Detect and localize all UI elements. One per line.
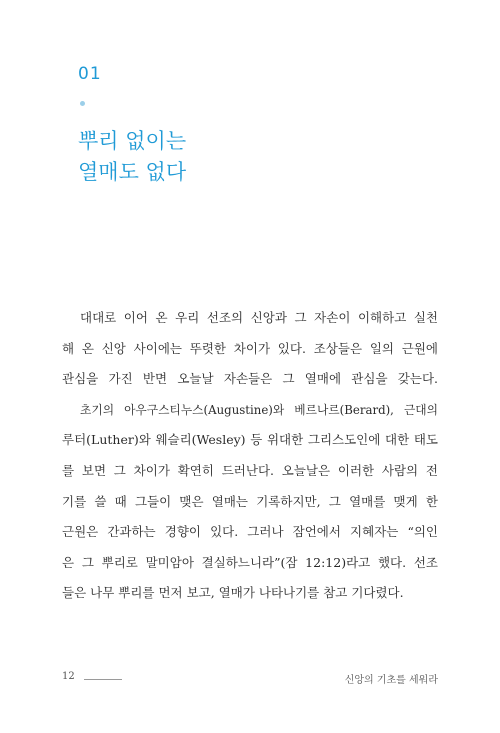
body-text: [62, 303, 438, 609]
page-number: 12: [62, 671, 75, 682]
text-line: 대대로 이어 온 우리 선조의 신앙과 그 자손이 이해하고 실천: [80, 310, 438, 325]
text-line: 은 그 뿌리로 말미암아 결실하느니라”(잠 12:12)라고 했다. 선조: [62, 554, 438, 570]
text-line: 기를 쓸 때 그들이 맺은 열매는 기록하지만, 그 열매를 맺게 한: [62, 493, 438, 509]
running-title: 신앙의 기초를 세워라: [344, 675, 438, 686]
chapter-title-line: 열매도 없다: [78, 160, 187, 184]
text-line: 해 온 신앙 사이에는 뚜렷한 차이가 있다. 조상들은 일의 근원에: [62, 340, 438, 356]
chapter-title-line: 뿌리 없이는: [78, 129, 187, 153]
chapter-number: 01: [78, 64, 102, 84]
text-line: 근원은 간과하는 경향이 있다. 그러나 잠언에서 지혜자는 “의인: [62, 524, 438, 540]
text-line: 루터(Luther)와 웨슬리(Wesley) 등 위대한 그리스도인에 대한 태도: [62, 432, 438, 448]
paragraph-2: [62, 395, 438, 609]
page-footer: [62, 671, 438, 687]
chapter-title: [78, 126, 418, 188]
text-line: 관심을 가진 반면 오늘날 자손들은 그 열매에 관심을 갖는다.: [62, 371, 438, 387]
text-line: 를 보면 그 차이가 확연히 드러난다. 오늘날은 이러한 사람의 전: [62, 462, 438, 478]
text-line: 들은 나무 뿌리를 먼저 보고, 열매가 나타나기를 참고 기다렸다.: [62, 585, 404, 601]
text-line: 초기의 아우구스티누스(Augustine)와 베르나르(Berard), 근대의: [80, 402, 438, 417]
chapter-divider-dot: [80, 101, 85, 106]
footer-rule: [84, 679, 122, 680]
paragraph-1: [62, 303, 438, 395]
